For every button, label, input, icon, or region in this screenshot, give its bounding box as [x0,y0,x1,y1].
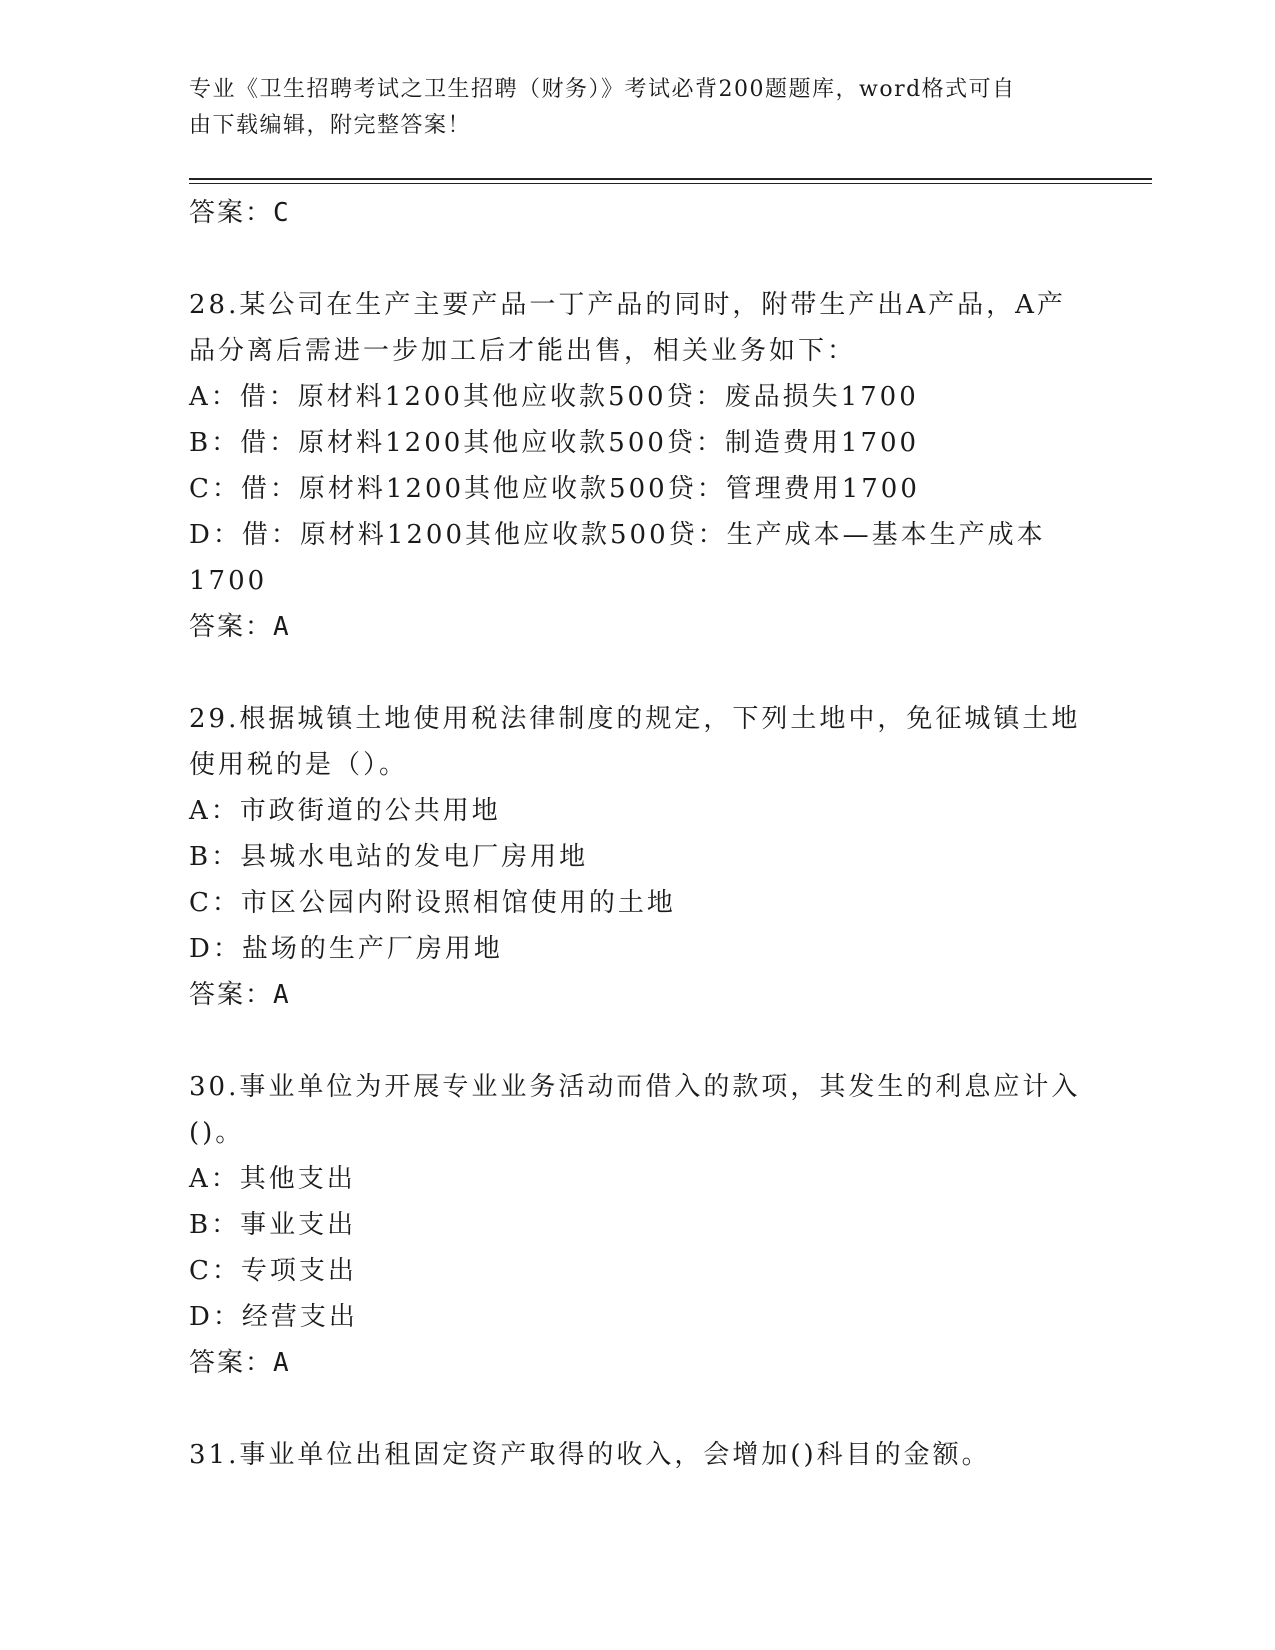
option-b: B：事业支出 [189,1210,357,1240]
option-b: B：借：原材料1200其他应收款500贷：制造费用1700 [189,428,920,458]
header-line-1: 专业《卫生招聘考试之卫生招聘（财务）》考试必背200题题库，word格式可自 [189,77,1016,102]
spacer [189,650,1069,696]
document-header [189,72,1089,144]
spacer [189,1018,1069,1064]
question-block [189,282,1069,650]
header-line-2: 由下载编辑，附完整答案！ [189,113,472,138]
option-d: D：借：原材料1200其他应收款500贷：生产成本—基本生产成本 [189,520,1046,550]
question-stem: 品分离后需进一步加工后才能出售，相关业务如下： [189,336,857,366]
header-divider-thin [189,183,1152,184]
spacer [189,236,1069,282]
question-block [189,1064,1081,1386]
option-c: C：专项支出 [189,1256,357,1286]
answer-line [189,604,1069,650]
question-stem: 28.某公司在生产主要产品一丁产品的同时，附带生产出A产品，A产 [189,290,1066,320]
option-d: D：经营支出 [189,1302,358,1332]
answer-value: A [273,1348,291,1378]
answer-value: A [273,980,291,1010]
option-c: C：市区公园内附设照相馆使用的土地 [189,888,676,918]
question-list [189,190,1081,1478]
option-d: D：盐场的生产厂房用地 [189,934,503,964]
answer-label: 答案： [189,1348,274,1378]
answer-line [189,190,1069,236]
answer-label: 答案： [189,612,274,642]
option-b: B：县城水电站的发电厂房用地 [189,842,589,872]
option-a: A：借：原材料1200其他应收款500贷：废品损失1700 [189,382,919,412]
header-divider-thick [189,178,1152,180]
question-block [189,696,1081,1018]
spacer [189,1386,1069,1432]
question-stem: 29.根据城镇土地使用税法律制度的规定，下列土地中，免征城镇土地 [189,704,1081,734]
question-stem: 31.事业单位出租固定资产取得的收入，会增加()科目的金额。 [189,1440,991,1470]
question-stem: 使用税的是（）。 [189,750,409,780]
answer-label: 答案： [189,980,274,1010]
answer-line [189,1340,1069,1386]
question-block [189,1432,1069,1478]
option-a: A：市政街道的公共用地 [189,796,501,826]
answer-line [189,972,1069,1018]
option-d-continued: 1700 [189,566,268,596]
question-stem: ()。 [189,1118,245,1148]
answer-label: 答案： [189,198,274,228]
answer-value: A [273,612,291,642]
answer-value: C [273,198,291,228]
option-a: A：其他支出 [189,1164,356,1194]
question-stem: 30.事业单位为开展专业业务活动而借入的款项，其发生的利息应计入 [189,1072,1081,1102]
option-c: C：借：原材料1200其他应收款500贷：管理费用1700 [189,474,920,504]
